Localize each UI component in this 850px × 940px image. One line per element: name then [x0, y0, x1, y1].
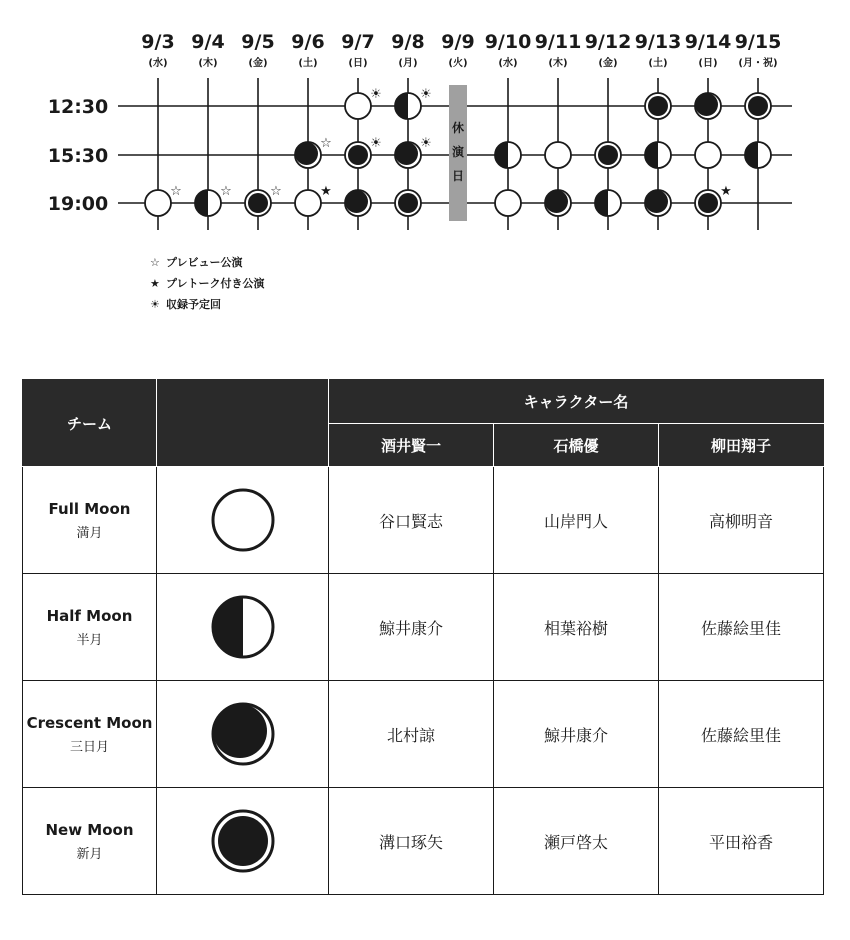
weekday-label: (土) [648, 58, 668, 69]
weekday-label: (月・祝) [738, 58, 778, 69]
actor-name: 平田裕香 [659, 788, 824, 895]
cast-table [22, 379, 824, 895]
sun-icon: ☀ [420, 87, 432, 102]
legend-pretalk: ★ プレトーク付き公演 [150, 273, 265, 294]
team-name: Half Moon 半月 [23, 574, 157, 681]
date-label: 9/14 [684, 31, 732, 53]
full-moon-icon [495, 190, 521, 216]
rest-day-label: 日 [451, 169, 465, 183]
weekday-label: (日) [698, 58, 718, 69]
team-name: Crescent Moon 三日月 [23, 681, 157, 788]
filled-star-icon: ★ [720, 184, 732, 199]
new-moon-icon [695, 190, 721, 216]
crescent-moon-icon [695, 93, 721, 119]
rest-day-label: 演 [451, 145, 465, 159]
actor-name: 相葉裕樹 [494, 574, 659, 681]
full-moon-icon [210, 487, 276, 553]
actor-name: 溝口琢矢 [329, 788, 494, 895]
date-label: 9/6 [291, 31, 325, 53]
team-name: New Moon 新月 [23, 788, 157, 895]
full-moon-icon [345, 93, 371, 119]
legend-preview: ☆ プレビュー公演 [150, 252, 265, 273]
full-moon-icon [145, 190, 171, 216]
team-row-half [23, 574, 824, 681]
date-label: 9/10 [484, 31, 532, 53]
date-label: 9/4 [191, 31, 225, 53]
half-moon-icon [595, 190, 621, 216]
crescent-moon-icon [295, 142, 321, 168]
date-label: 9/7 [341, 31, 375, 53]
weekday-label: (土) [298, 58, 318, 69]
new-moon-icon [645, 93, 671, 119]
new-moon-icon [595, 142, 621, 168]
weekday-label: (火) [448, 58, 468, 69]
sun-icon: ☀ [150, 298, 160, 311]
sun-icon: ☀ [370, 87, 382, 102]
date-label: 9/3 [141, 31, 175, 53]
team-name: Full Moon 満月 [23, 467, 157, 574]
crescent-moon-icon [395, 142, 421, 168]
actor-name: 山岸門人 [494, 467, 659, 574]
rest-day-label: 休 [451, 121, 465, 135]
team-row-crescent [23, 681, 824, 788]
filled-star-icon: ★ [150, 277, 160, 290]
actor-name: 鯨井康介 [329, 574, 494, 681]
weekday-label: (日) [348, 58, 368, 69]
half-moon-icon [495, 142, 521, 168]
actor-name: 佐藤絵里佳 [659, 681, 824, 788]
crescent-moon-icon [545, 190, 571, 216]
open-star-icon: ☆ [320, 136, 332, 151]
time-label: 12:30 [47, 96, 109, 118]
weekday-label: (木) [548, 58, 568, 69]
sun-icon: ☀ [370, 136, 382, 151]
actor-name: 佐藤絵里佳 [659, 574, 824, 681]
filled-star-icon: ★ [320, 184, 332, 199]
character-name: 石橋優 [494, 424, 659, 467]
performance-schedule [0, 0, 850, 245]
schedule-legend [150, 252, 265, 315]
weekday-label: (木) [198, 58, 218, 69]
open-star-icon: ☆ [170, 184, 182, 199]
full-moon-icon [545, 142, 571, 168]
open-star-icon: ☆ [220, 184, 232, 199]
half-moon-icon [745, 142, 771, 168]
actor-name: 鯨井康介 [494, 681, 659, 788]
date-label: 9/8 [391, 31, 425, 53]
team-row-full [23, 467, 824, 574]
half-moon-icon [210, 594, 276, 660]
date-label: 9/12 [584, 31, 632, 53]
crescent-moon-icon [645, 190, 671, 216]
crescent-moon-icon [345, 190, 371, 216]
character-name: 柳田翔子 [659, 424, 824, 467]
legend-recording: ☀ 収録予定回 [150, 294, 265, 315]
crescent-moon-icon [210, 701, 276, 767]
character-header: キャラクター名 [329, 380, 824, 424]
sun-icon: ☀ [420, 136, 432, 151]
team-row-new [23, 788, 824, 895]
weekday-label: (金) [598, 58, 618, 69]
date-label: 9/13 [634, 31, 682, 53]
date-label: 9/11 [534, 31, 582, 53]
actor-name: 瀬戸啓太 [494, 788, 659, 895]
half-moon-icon [195, 190, 221, 216]
weekday-label: (水) [498, 58, 518, 69]
half-moon-icon [645, 142, 671, 168]
weekday-label: (金) [248, 58, 268, 69]
time-label: 15:30 [47, 145, 109, 167]
open-star-icon: ☆ [150, 256, 160, 269]
new-moon-icon [395, 190, 421, 216]
icon-header [157, 380, 329, 467]
date-label: 9/9 [441, 31, 475, 53]
actor-name: 北村諒 [329, 681, 494, 788]
date-label: 9/5 [241, 31, 275, 53]
full-moon-icon [695, 142, 721, 168]
team-header: チーム [23, 380, 157, 467]
new-moon-icon [210, 808, 276, 874]
new-moon-icon [745, 93, 771, 119]
full-moon-icon [295, 190, 321, 216]
weekday-label: (月) [398, 58, 418, 69]
actor-name: 谷口賢志 [329, 467, 494, 574]
time-label: 19:00 [47, 193, 109, 215]
weekday-label: (水) [148, 58, 168, 69]
date-label: 9/15 [734, 31, 782, 53]
character-name: 酒井賢一 [329, 424, 494, 467]
open-star-icon: ☆ [270, 184, 282, 199]
actor-name: 高柳明音 [659, 467, 824, 574]
half-moon-icon [395, 93, 421, 119]
new-moon-icon [345, 142, 371, 168]
new-moon-icon [245, 190, 271, 216]
